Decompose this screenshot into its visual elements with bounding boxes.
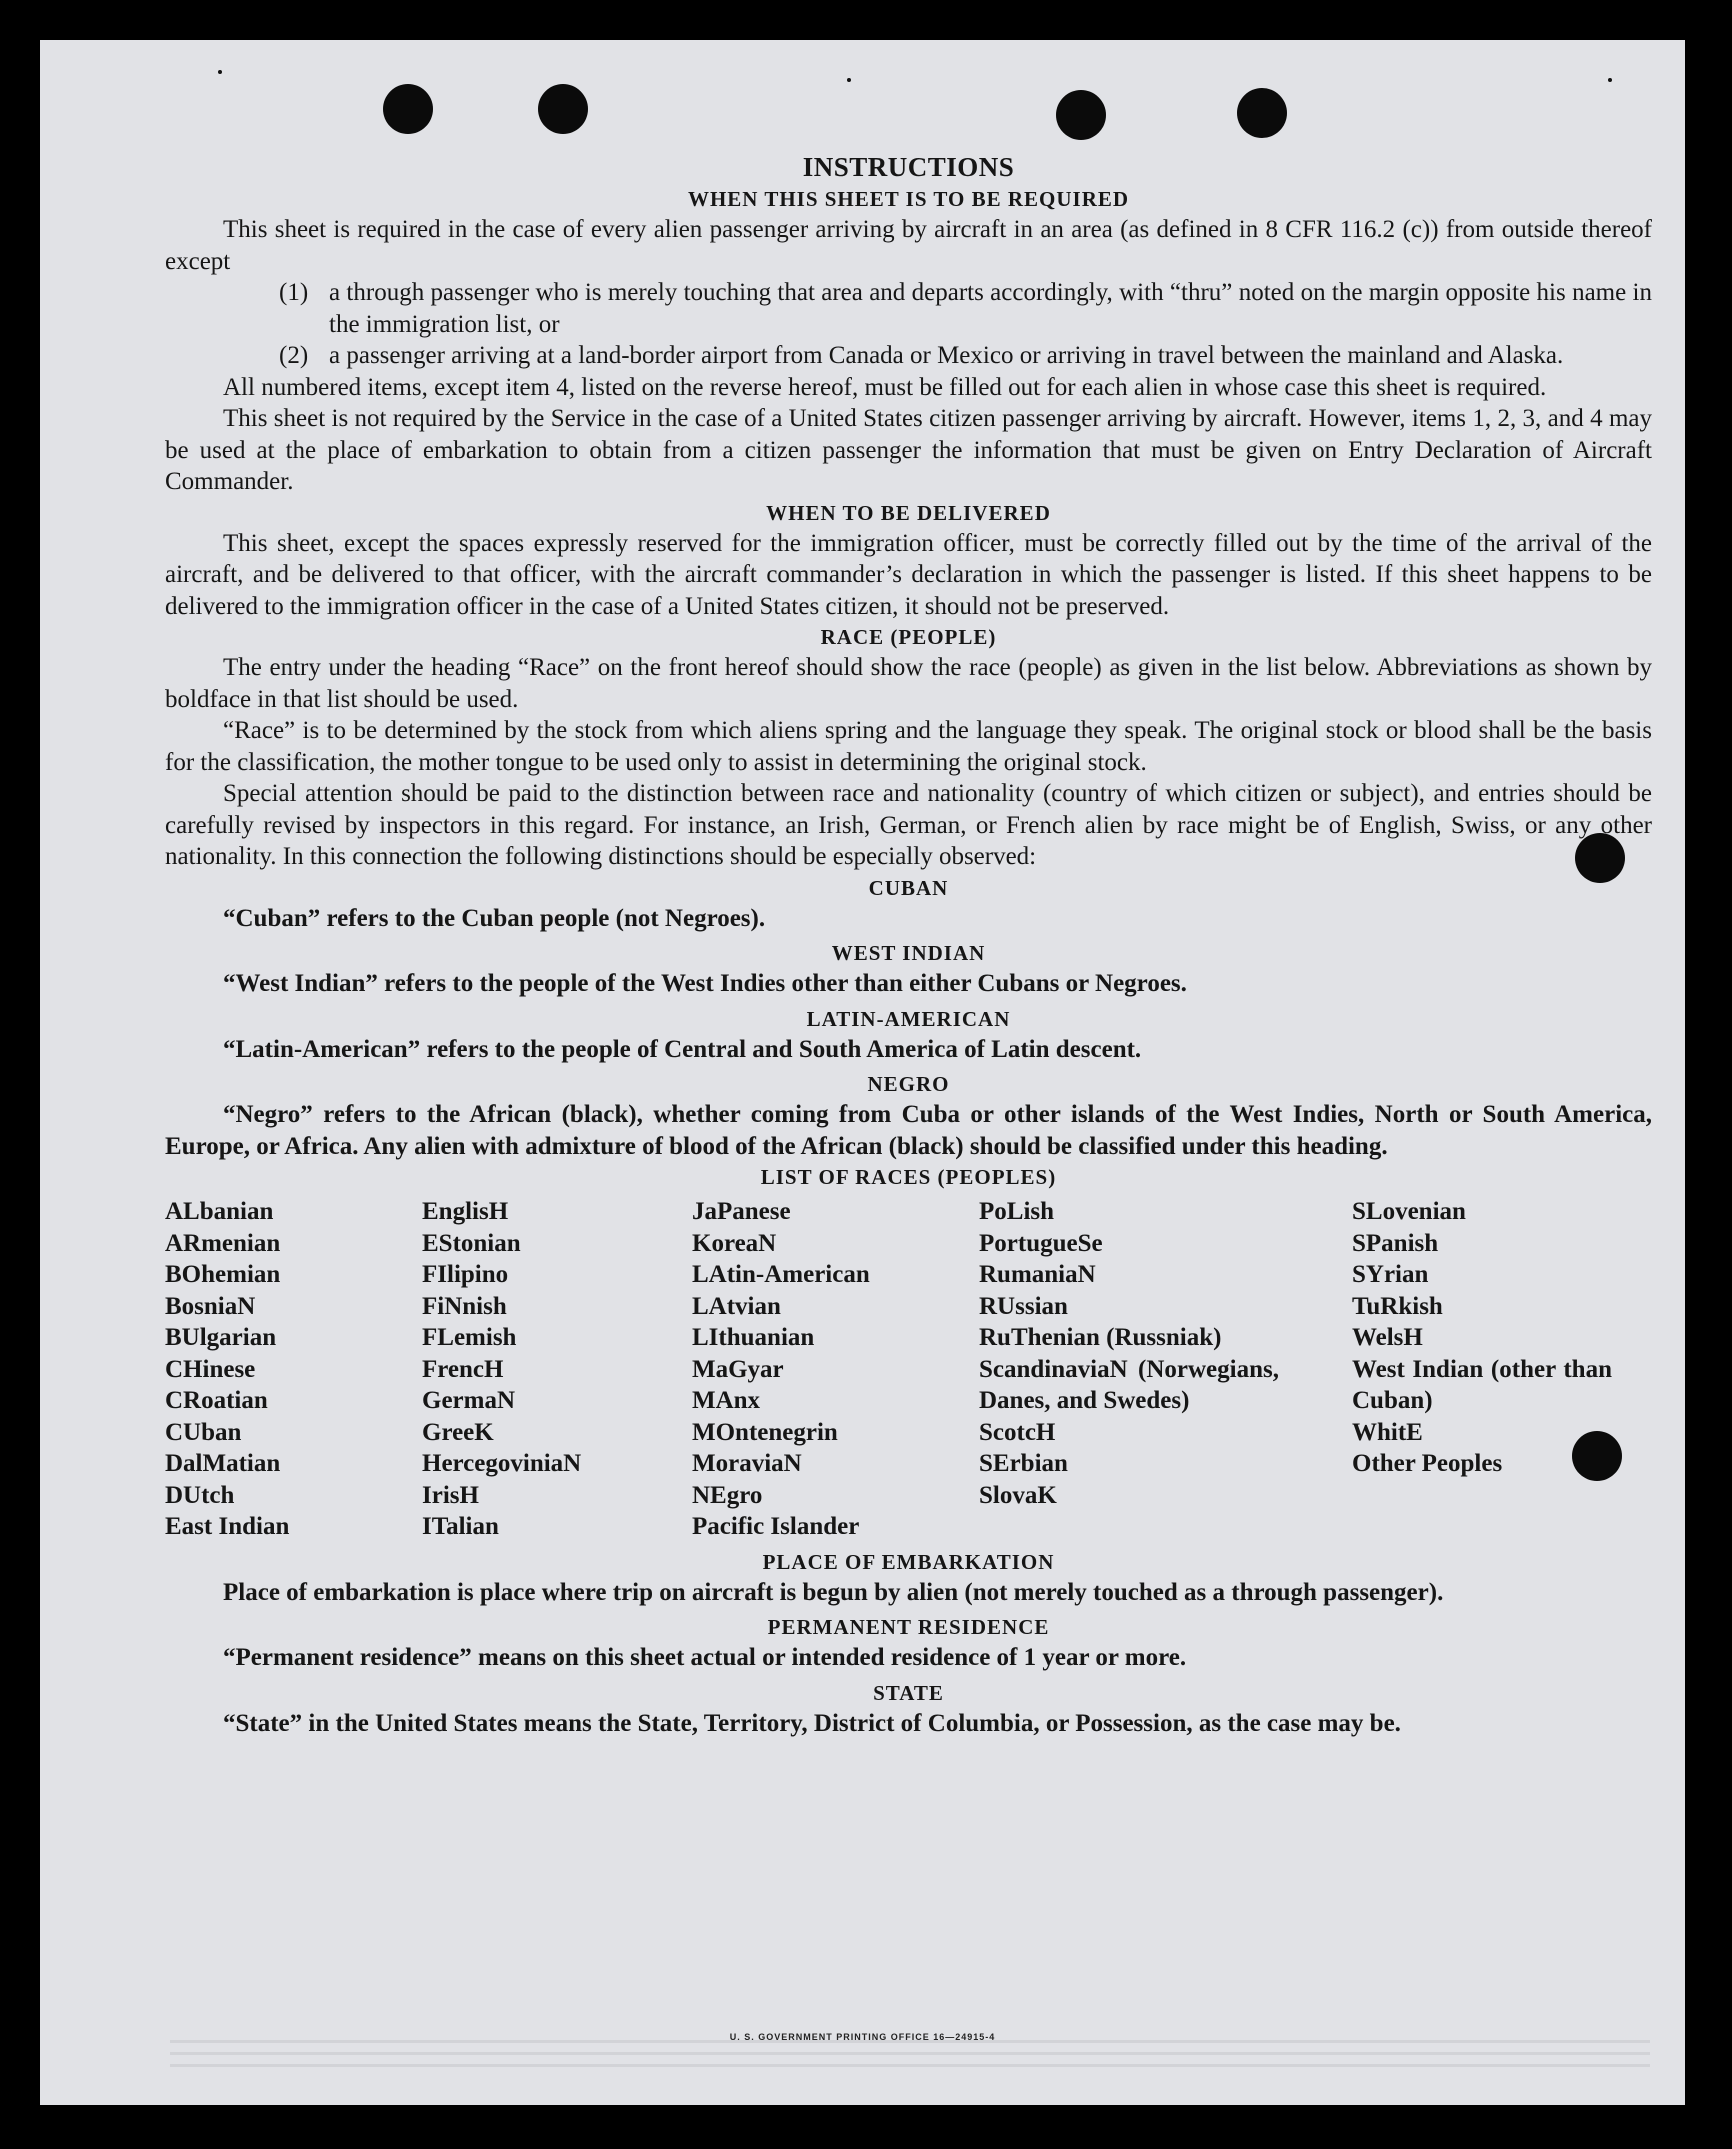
race-item: MaGyar bbox=[692, 1355, 784, 1383]
section-heading-races-list: LIST OF RACES (PEOPLES) bbox=[760, 1165, 1057, 1189]
race-item: BosniaN bbox=[165, 1292, 256, 1320]
section-heading-race: RACE (PEOPLE) bbox=[820, 625, 997, 649]
race-item: ARmenian bbox=[165, 1229, 281, 1257]
section-heading-latin-american: LATIN-AMERICAN bbox=[806, 1006, 1011, 1031]
race-paragraph-2: “Race” is to be determined by the stock from which aliens spring and the language they speak. The original stock or blood shall be the basis for the classification, the mother tongue to be used only to assist in determining the original stock. bbox=[165, 717, 1652, 776]
race-item: LAtvian bbox=[692, 1292, 781, 1320]
race-item: CUban bbox=[165, 1418, 242, 1446]
race-item: LIthuanian bbox=[692, 1324, 815, 1351]
races-table bbox=[165, 1196, 1652, 1543]
race-item: West Indian (other than Cuban) bbox=[1352, 1355, 1612, 1414]
residence-definition: “Permanent residence” means on this sheet actual or intended residence of 1 year or more. bbox=[223, 1644, 1187, 1671]
latin-american-definition: “Latin-American” refers to the people of Central and South America of Latin descent. bbox=[223, 1035, 1142, 1063]
races-column-4 bbox=[979, 1196, 1352, 1543]
list-item bbox=[279, 340, 1652, 372]
section-heading-when-required: WHEN THIS SHEET IS TO BE REQUIRED bbox=[687, 187, 1130, 211]
race-item: ITalian bbox=[422, 1513, 499, 1540]
race-item: NEgro bbox=[692, 1481, 763, 1509]
section-heading-state: STATE bbox=[873, 1680, 944, 1705]
embarkation-definition: Place of embarkation is place where trip on aircraft is begun by alien (not merely touched as a through passenger). bbox=[223, 1578, 1444, 1606]
instructions-body bbox=[165, 150, 1652, 1739]
ink-speck bbox=[847, 78, 851, 82]
section-heading-residence: PERMANENT RESIDENCE bbox=[767, 1615, 1050, 1639]
race-item: BOhemian bbox=[165, 1261, 281, 1288]
race-item: TuRkish bbox=[1352, 1292, 1443, 1320]
races-column-1 bbox=[165, 1196, 422, 1543]
race-item: SYrian bbox=[1352, 1261, 1429, 1288]
required-intro: This sheet is required in the case of every alien passenger arriving by aircraft in an area (as defined in 8 CFR 116.2 (c)) from outside thereof except bbox=[165, 216, 1652, 275]
printing-office-imprint: U. S. GOVERNMENT PRINTING OFFICE 16—24915-4 bbox=[729, 2032, 996, 2042]
race-item: DalMatian bbox=[165, 1450, 281, 1477]
races-column-3 bbox=[692, 1196, 979, 1543]
race-item: ALbanian bbox=[165, 1198, 274, 1225]
list-text: a passenger arriving at a land-border airport from Canada or Mexico or arriving in travel between the mainland and Alaska. bbox=[329, 342, 1564, 369]
section-heading-delivered: WHEN TO BE DELIVERED bbox=[766, 500, 1051, 525]
race-item: Pacific Islander bbox=[692, 1513, 860, 1540]
race-item: ScotcH bbox=[979, 1418, 1056, 1446]
race-paragraph-1: The entry under the heading “Race” on the front hereof should show the race (people) as given in the list below. Abbreviations as shown by boldface in that list should be used. bbox=[165, 654, 1652, 713]
race-item: SlovaK bbox=[979, 1481, 1057, 1509]
race-item: EStonian bbox=[422, 1229, 521, 1257]
race-item: PortugueSe bbox=[979, 1229, 1103, 1257]
race-item: BUlgarian bbox=[165, 1324, 277, 1351]
race-item: CHinese bbox=[165, 1355, 256, 1383]
race-item: GermaN bbox=[422, 1387, 516, 1414]
bleed-through-line bbox=[170, 2064, 1650, 2067]
race-item: WhitE bbox=[1352, 1418, 1423, 1446]
section-heading-cuban: CUBAN bbox=[868, 875, 949, 900]
distinctions bbox=[165, 873, 1652, 1163]
ink-speck bbox=[1608, 78, 1612, 82]
ink-speck bbox=[218, 70, 222, 74]
race-item: SErbian bbox=[979, 1450, 1068, 1477]
race-item: FLemish bbox=[422, 1324, 517, 1351]
punch-hole bbox=[383, 84, 433, 134]
race-item: PoLish bbox=[979, 1198, 1055, 1225]
race-item: WelsH bbox=[1352, 1324, 1423, 1351]
race-item: IrisH bbox=[422, 1481, 479, 1509]
negro-definition: “Negro” refers to the African (black), whether coming from Cuba or other islands of the West Indies, North or South America, Europe, or Africa. Any alien with admixture of blood of the African (black) should be classified under this heading. bbox=[165, 1101, 1652, 1160]
state-definition: “State” in the United States means the State, Territory, District of Columbia, or Possession, as the case may be. bbox=[223, 1709, 1401, 1737]
race-item: East Indian bbox=[165, 1513, 290, 1540]
list-number: (1) bbox=[279, 279, 309, 306]
west-indian-definition: “West Indian” refers to the people of the West Indies other than either Cubans or Negroes. bbox=[223, 970, 1187, 997]
race-item: MAnx bbox=[692, 1387, 761, 1414]
races-column-2 bbox=[422, 1196, 692, 1543]
punch-hole bbox=[1237, 88, 1287, 138]
section-heading-negro: NEGRO bbox=[867, 1072, 950, 1096]
race-item: FrencH bbox=[422, 1355, 504, 1383]
delivered-paragraph: This sheet, except the spaces expressly reserved for the immigration officer, must be correctly filled out by the time of the arrival of the aircraft, and be delivered to that officer, with the aircraft commander’s declaration in which the passenger is listed. If this sheet happens to be delivered to the immigration officer in the case of a United States citizen, it should not be preserved. bbox=[165, 529, 1652, 620]
race-paragraph-3: Special attention should be paid to the distinction between race and nationality (country of which citizen or subject), and entries should be carefully revised by inspectors in this regard. For instance, an Irish, German, or French alien by race might be of English, Swiss, or any other nationality. In this connection the following distinctions should be especially observed: bbox=[165, 780, 1652, 870]
race-item: RUssian bbox=[979, 1292, 1068, 1320]
race-item: EnglisH bbox=[422, 1198, 509, 1225]
document-page bbox=[40, 40, 1685, 2105]
list-text: a through passenger who is merely touching that area and departs accordingly, with “thru” noted on the margin opposite his name in the immigration list, or bbox=[329, 279, 1652, 338]
list-item bbox=[279, 277, 1652, 340]
race-item: JaPanese bbox=[692, 1198, 791, 1225]
race-item: HercegoviniaN bbox=[422, 1450, 582, 1477]
race-item: MoraviaN bbox=[692, 1450, 802, 1477]
race-item: FIlipino bbox=[422, 1261, 509, 1288]
race-item: CRoatian bbox=[165, 1387, 268, 1414]
race-item: GreeK bbox=[422, 1418, 494, 1446]
cuban-definition: “Cuban” refers to the Cuban people (not Negroes). bbox=[223, 904, 766, 932]
race-item: RumaniaN bbox=[979, 1261, 1096, 1288]
punch-hole bbox=[538, 84, 588, 134]
race-item: RuThenian (Russniak) bbox=[979, 1324, 1222, 1351]
bleed-through-line bbox=[170, 2052, 1650, 2055]
definitions-block bbox=[165, 1543, 1652, 1740]
race-item: LAtin-American bbox=[692, 1261, 870, 1288]
race-item: KoreaN bbox=[692, 1229, 777, 1257]
race-item: FiNnish bbox=[422, 1292, 507, 1320]
numbered-items-paragraph: All numbered items, except item 4, listed on the reverse hereof, must be filled out for each alien in whose case this sheet is required. bbox=[223, 373, 1547, 401]
citizen-paragraph: This sheet is not required by the Service in the case of a United States citizen passenger arriving by aircraft. However, items 1, 2, 3, and 4 may be used at the place of embarkation to obtain from a citizen passenger the information that must be given on Entry Declaration of Aircraft Commander. bbox=[165, 405, 1652, 495]
exception-list bbox=[279, 277, 1652, 372]
race-item: SLovenian bbox=[1352, 1198, 1466, 1225]
race-item: SPanish bbox=[1352, 1229, 1439, 1257]
race-item: MOntenegrin bbox=[692, 1418, 838, 1446]
race-item: ScandinaviaN (Norwegians, Danes, and Swedes) bbox=[979, 1355, 1279, 1414]
races-column-5 bbox=[1352, 1196, 1622, 1543]
race-item: Other Peoples bbox=[1352, 1450, 1503, 1477]
punch-hole bbox=[1056, 90, 1106, 140]
race-item: DUtch bbox=[165, 1481, 235, 1509]
section-heading-embarkation: PLACE OF EMBARKATION bbox=[762, 1549, 1055, 1574]
list-number: (2) bbox=[279, 342, 309, 369]
page-title: INSTRUCTIONS bbox=[802, 152, 1015, 182]
section-heading-west-indian: WEST INDIAN bbox=[831, 941, 986, 965]
